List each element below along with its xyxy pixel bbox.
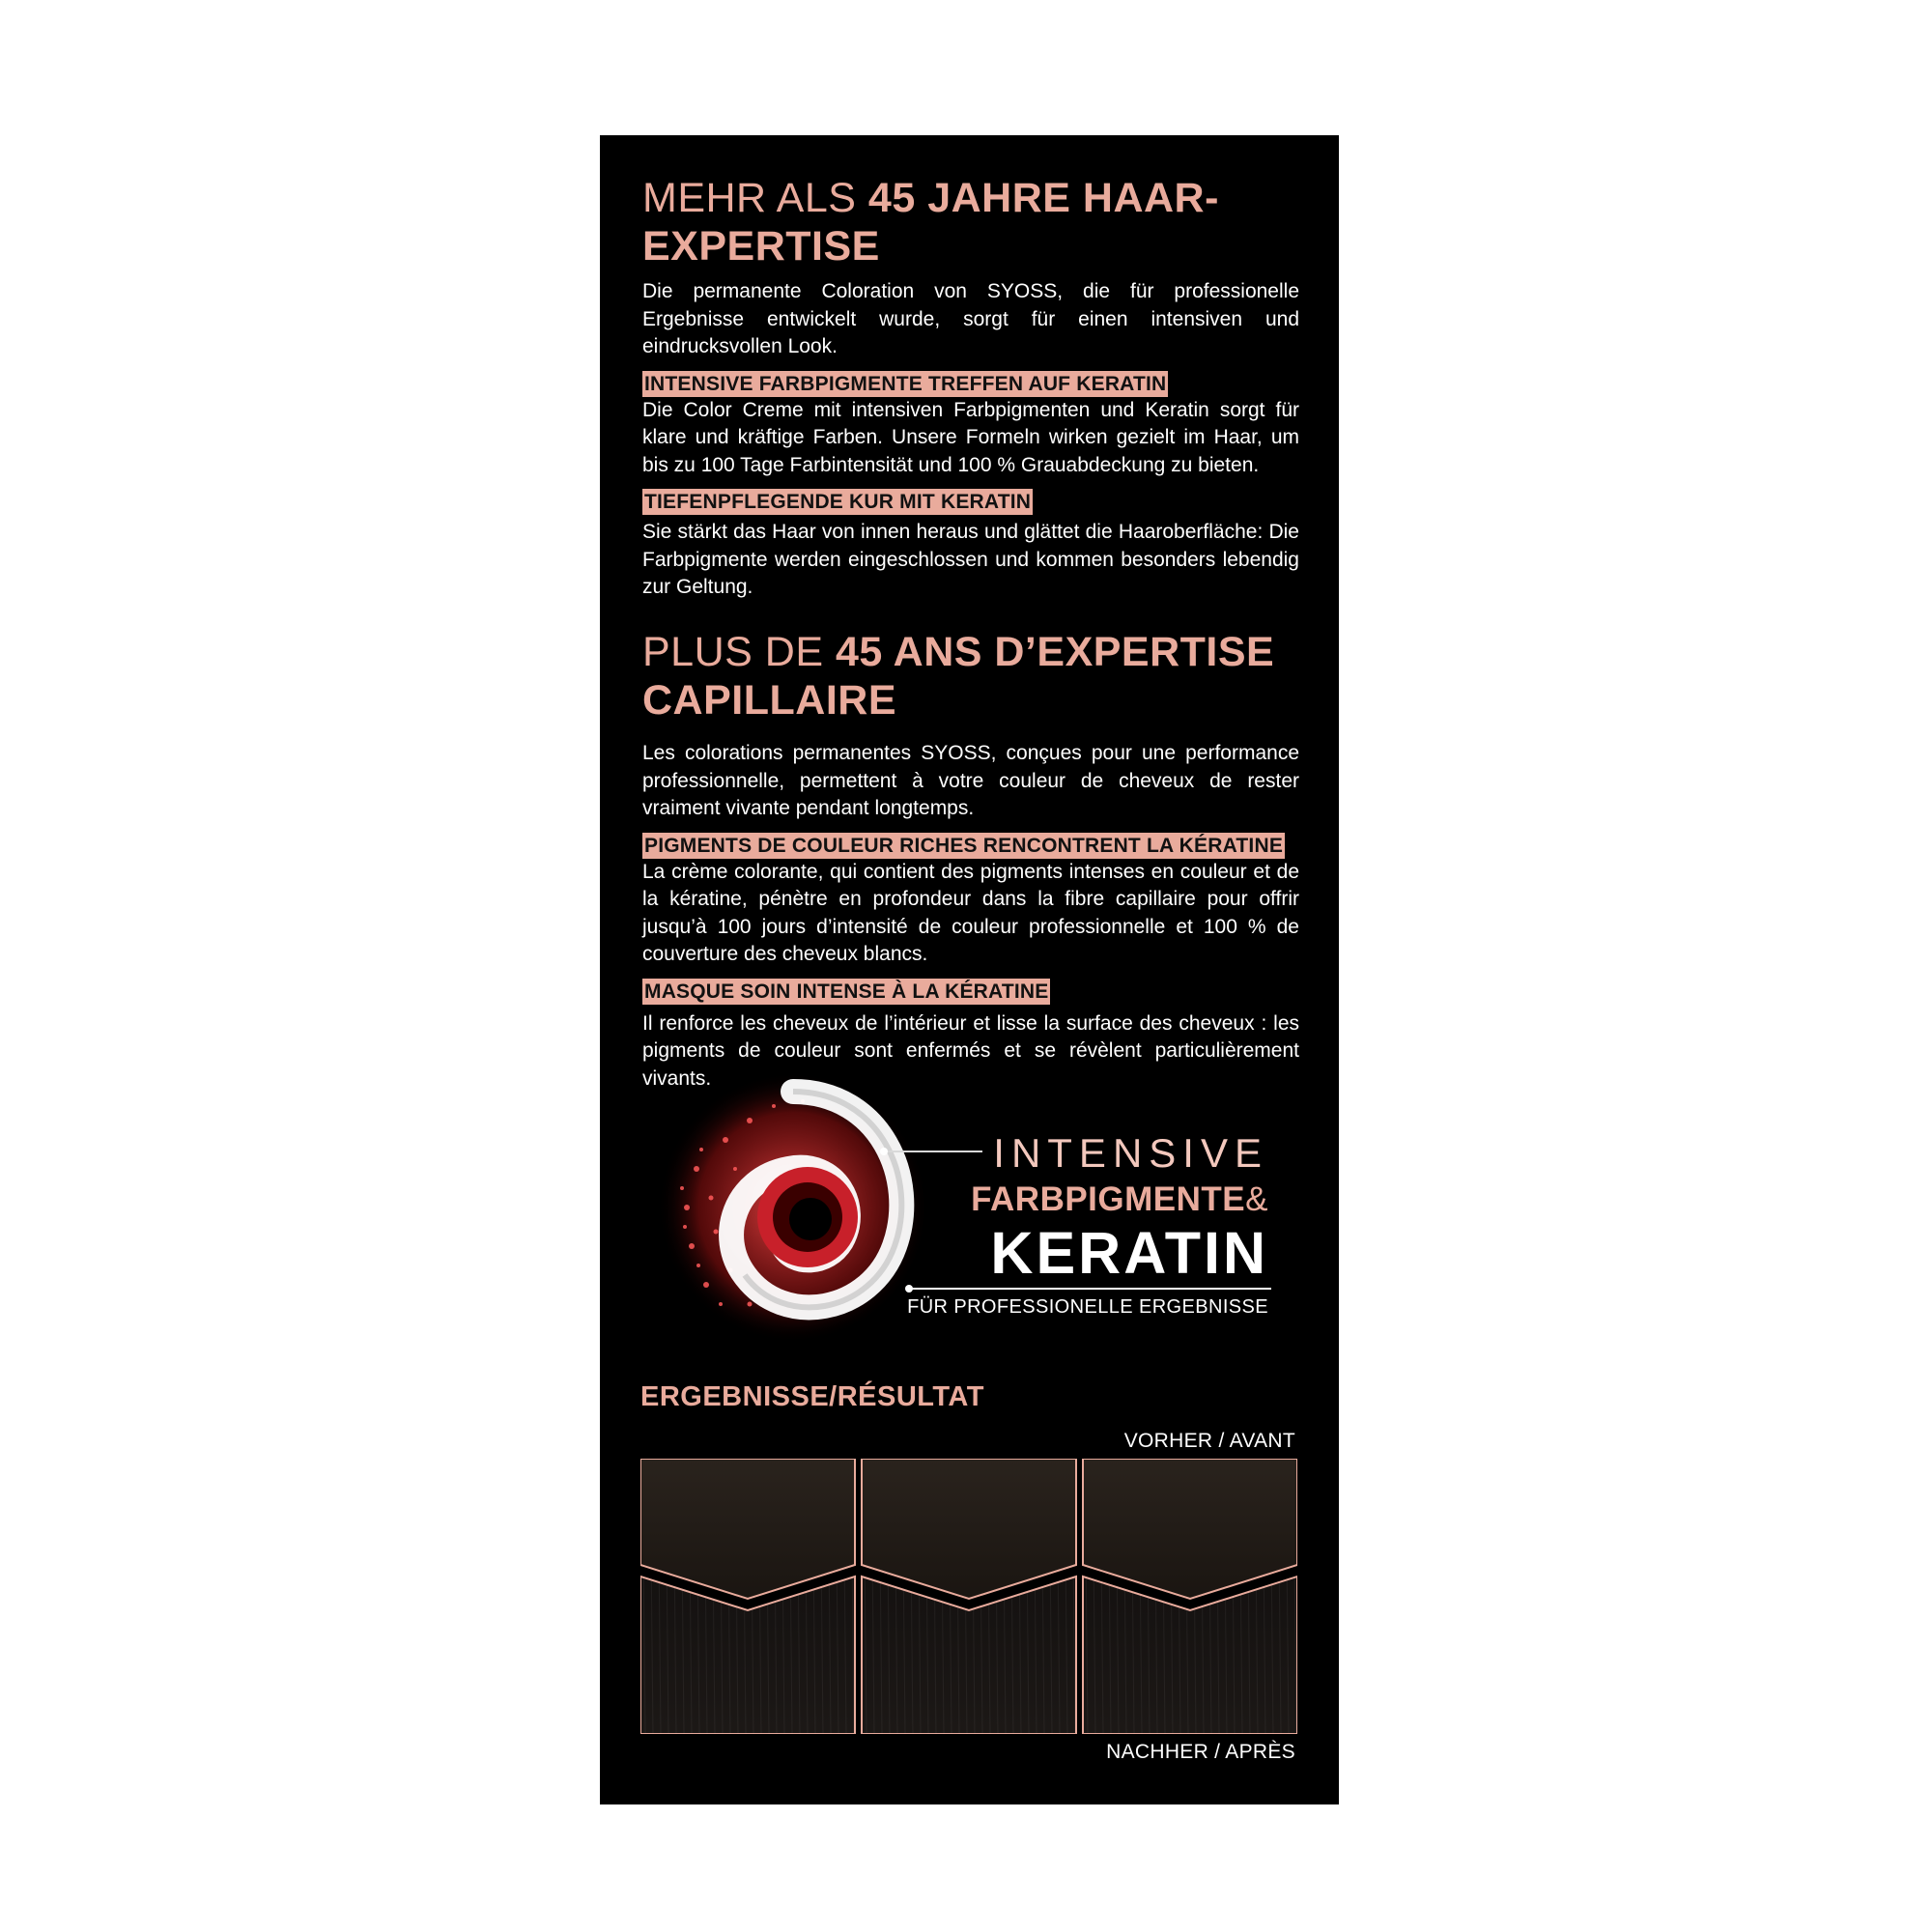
german-text-2: Sie stärkt das Haar von innen heraus und glättet die Haaroberfläche: Die Farbpigmente werden eingeschlossen und kommen besonders lebendig zur Geltung. — [642, 521, 1299, 598]
german-subheading-2: TIEFENPFLEGENDE KUR MIT KERATIN — [644, 491, 1032, 513]
badge-farbpigmente-text: FARBPIGMENTE — [971, 1180, 1246, 1218]
swatch-3 — [1083, 1459, 1297, 1734]
badge-connector-top — [886, 1151, 982, 1152]
french-heading — [642, 628, 1299, 724]
french-heading-light: PLUS DE — [642, 629, 824, 675]
german-intro: Die permanente Coloration von SYOSS, die für professionelle Ergebnisse entwickelt wurde, sorgt für einen intensiven und eindrucksvollen Look. — [642, 280, 1299, 357]
badge-line-tagline: FÜR PROFESSIONELLE ERGEBNISSE — [907, 1296, 1268, 1318]
french-subheading-1: PIGMENTS DE COULEUR RICHES RENCONTRENT LA KÉRATINE — [644, 834, 1284, 857]
swatch-1 — [640, 1459, 855, 1734]
french-heading-bold: 45 ANS D’EXPERTISE CAPILLAIRE — [642, 629, 1275, 724]
badge-dot-top — [880, 1148, 888, 1155]
swatch-2 — [862, 1459, 1076, 1734]
german-subheading-1: INTENSIVE FARBPIGMENTE TREFFEN AUF KERATIN — [644, 372, 1167, 395]
results-swatches — [640, 1459, 1297, 1734]
french-section — [642, 628, 1299, 1093]
badge-line-keratin: KERATIN — [990, 1220, 1268, 1286]
french-intro: Les colorations permanentes SYOSS, conçues pour une performance professionnelle, permettent à votre couleur de cheveux de rester vraiment vivante pendant longtemps. — [642, 742, 1299, 819]
badge-dot-bottom — [905, 1285, 913, 1293]
german-text-1: Die Color Creme mit intensiven Farbpigmenten und Keratin sorgt für klare und kräftige Farben. Unsere Formeln wirken gezielt im Haar, um bis zu 100 Tage Farbintensität und 100 % Grauabdeckung zu bieten. — [642, 398, 1299, 476]
results-title: ERGEBNISSE/RÉSULTAT — [640, 1381, 984, 1412]
badge-ampersand: & — [1245, 1180, 1268, 1218]
swirl-graphic-icon — [658, 1063, 948, 1352]
before-label: VORHER / AVANT — [1123, 1430, 1295, 1452]
french-text-1: La crème colorante, qui contient des pigments intenses en couleur et de la kératine, pénètre en profondeur dans la fibre capillaire pour offrir jusqu’à 100 jours d’intensité de couleur professionnelle et 100 % de couverture des cheveux blancs. — [642, 860, 1299, 965]
after-label: NACHHER / APRÈS — [1106, 1741, 1295, 1763]
badge-line-intensive: INTENSIVE — [993, 1130, 1268, 1176]
german-section — [642, 174, 1299, 602]
german-heading-bold: 45 JAHRE HAAR-EXPERTISE — [642, 175, 1219, 270]
french-text-2: Il renforce les cheveux de l’intérieur et lisse la surface des cheveux : les pigments de couleur sont enfermés et se révèlent particulièrement vivants. — [642, 1011, 1299, 1090]
german-heading — [642, 174, 1299, 270]
badge-connector-bottom — [909, 1288, 1271, 1290]
package-panel — [600, 135, 1339, 1804]
french-subheading-2: MASQUE SOIN INTENSE À LA KÉRATINE — [644, 980, 1049, 1003]
german-heading-light: MEHR ALS — [642, 175, 857, 221]
badge-line-farbpigmente — [971, 1180, 1268, 1219]
